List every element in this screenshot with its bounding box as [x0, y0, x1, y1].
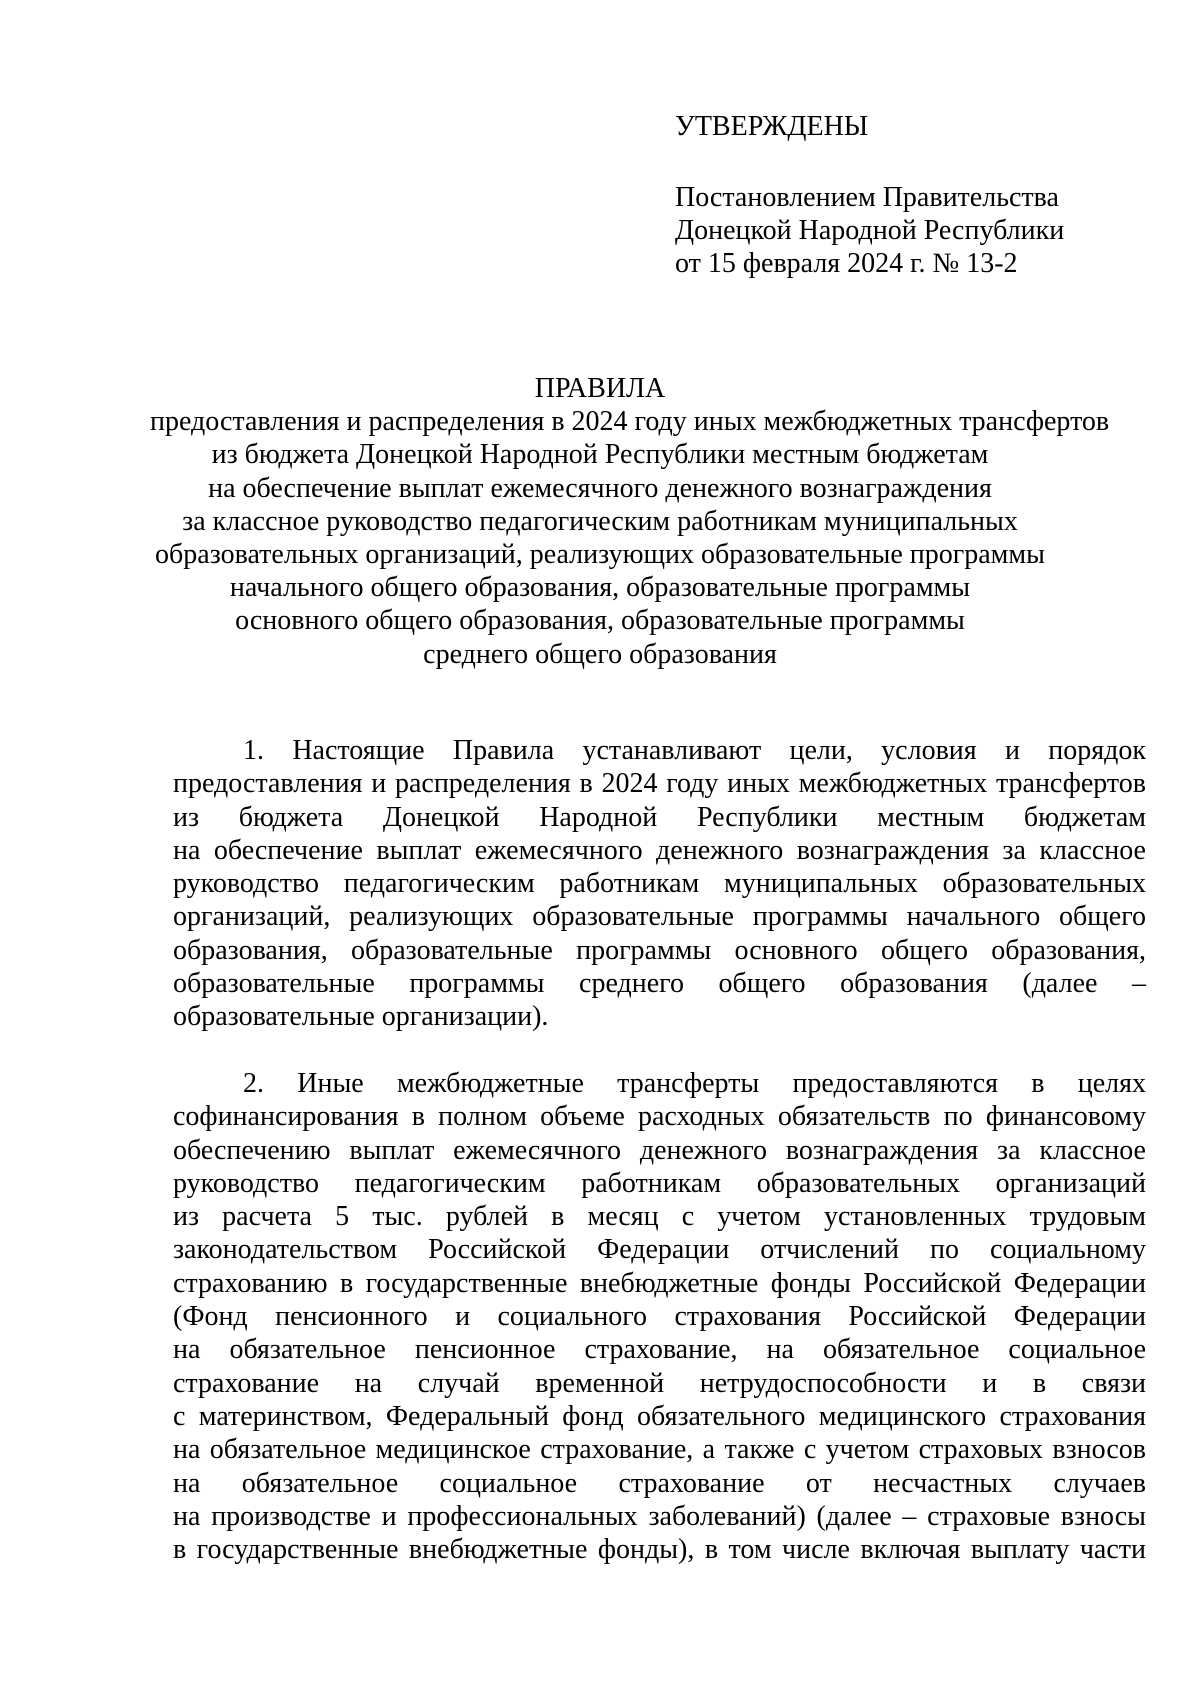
paragraph-line: обеспечению выплат ежемесячного денежного вознаграждения за классное [173, 1134, 1146, 1166]
title-subtitle-line: среднего общего образования [423, 638, 777, 670]
paragraph-1 [173, 734, 1146, 1034]
paragraph-line: 1. Настоящие Правила устанавливают цели, условия и порядок [243, 735, 1146, 766]
paragraph-line: руководство педагогическим работникам муниципальных образовательных [173, 868, 1146, 900]
paragraph-line: предоставления и распределения в 2024 году иных межбюджетных трансфертов [173, 768, 1146, 800]
paragraph-line: организаций, реализующих образовательные программы начального общего [173, 901, 1146, 933]
paragraph-line: руководство педагогическим работникам образовательных организаций [173, 1167, 1146, 1199]
paragraph-line: на обеспечение выплат ежемесячного денежного вознаграждения за классное [173, 834, 1146, 866]
paragraph-line: на обязательное социальное страхование от несчастных случаев [173, 1467, 1146, 1499]
title-subtitle-line: за классное руководство педагогическим работникам муниципальных [182, 505, 1018, 537]
title-subtitle-line: начального общего образования, образовательные программы [229, 572, 971, 604]
paragraph-line: законодательством Российской Федерации отчислений по социальному [173, 1234, 1146, 1266]
paragraph-line: страхование на случай временной нетрудоспособности и в связи [173, 1367, 1146, 1399]
paragraph-line: (Фонд пенсионного и социального страхования Российской Федерации [173, 1301, 1146, 1333]
title-subtitle-line: на обеспечение выплат ежемесячного денежного вознаграждения [208, 472, 992, 504]
paragraph-line: в государственные внебюджетные фонды), в том числе включая выплату части [173, 1534, 1146, 1566]
title-subtitle-line: образовательных организаций, реализующих образовательные программы [155, 539, 1045, 571]
title-subtitle-line: основного общего образования, образовательные программы [235, 605, 965, 637]
approval-block [675, 110, 1115, 280]
title-subtitle-line: предоставления и распределения в 2024 году иных межбюджетных трансфертов [150, 406, 1110, 438]
paragraph-line: образовательные организации). [173, 1001, 549, 1033]
paragraph-line: на обязательное пенсионное страхование, на обязательное социальное [173, 1334, 1146, 1366]
document-body [173, 734, 1146, 1566]
paragraph-line: с материнством, Федеральный фонд обязательного медицинского страхования [173, 1400, 1146, 1432]
approval-line: Постановлением Правительства [675, 182, 1059, 213]
paragraph-line: 2. Иные межбюджетные трансферты предоставляются в целях [243, 1067, 1146, 1099]
title-subtitle-line: из бюджета Донецкой Народной Республики местным бюджетам [211, 439, 989, 471]
paragraph-line: на производстве и профессиональных заболеваний) (далее – страховые взносы [173, 1500, 1146, 1532]
paragraph-line: страхованию в государственные внебюджетные фонды Российской Федерации [173, 1267, 1146, 1299]
paragraph-line: софинансирования в полном объеме расходных обязательств по финансовому [173, 1101, 1146, 1133]
paragraph-line: образовательные программы среднего общего образования (далее – [173, 968, 1146, 1000]
approval-line: Донецкой Народной Республики [675, 215, 1065, 246]
document-title-block [150, 372, 1110, 671]
approval-stamp: УТВЕРЖДЕНЫ [675, 111, 869, 142]
document-title: ПРАВИЛА [534, 373, 666, 404]
paragraph-line: образования, образовательные программы основного общего образования, [173, 934, 1146, 966]
paragraph-line: на обязательное медицинское страхование, а также с учетом страховых взносов [173, 1434, 1146, 1466]
approval-line: от 15 февраля 2024 г. № 13-2 [675, 248, 1018, 279]
paragraph-2 [173, 1067, 1146, 1566]
paragraph-line: из бюджета Донецкой Народной Республики местным бюджетам [173, 801, 1146, 833]
paragraph-line: из расчета 5 тыс. рублей в месяц с учетом установленных трудовым [173, 1201, 1146, 1233]
